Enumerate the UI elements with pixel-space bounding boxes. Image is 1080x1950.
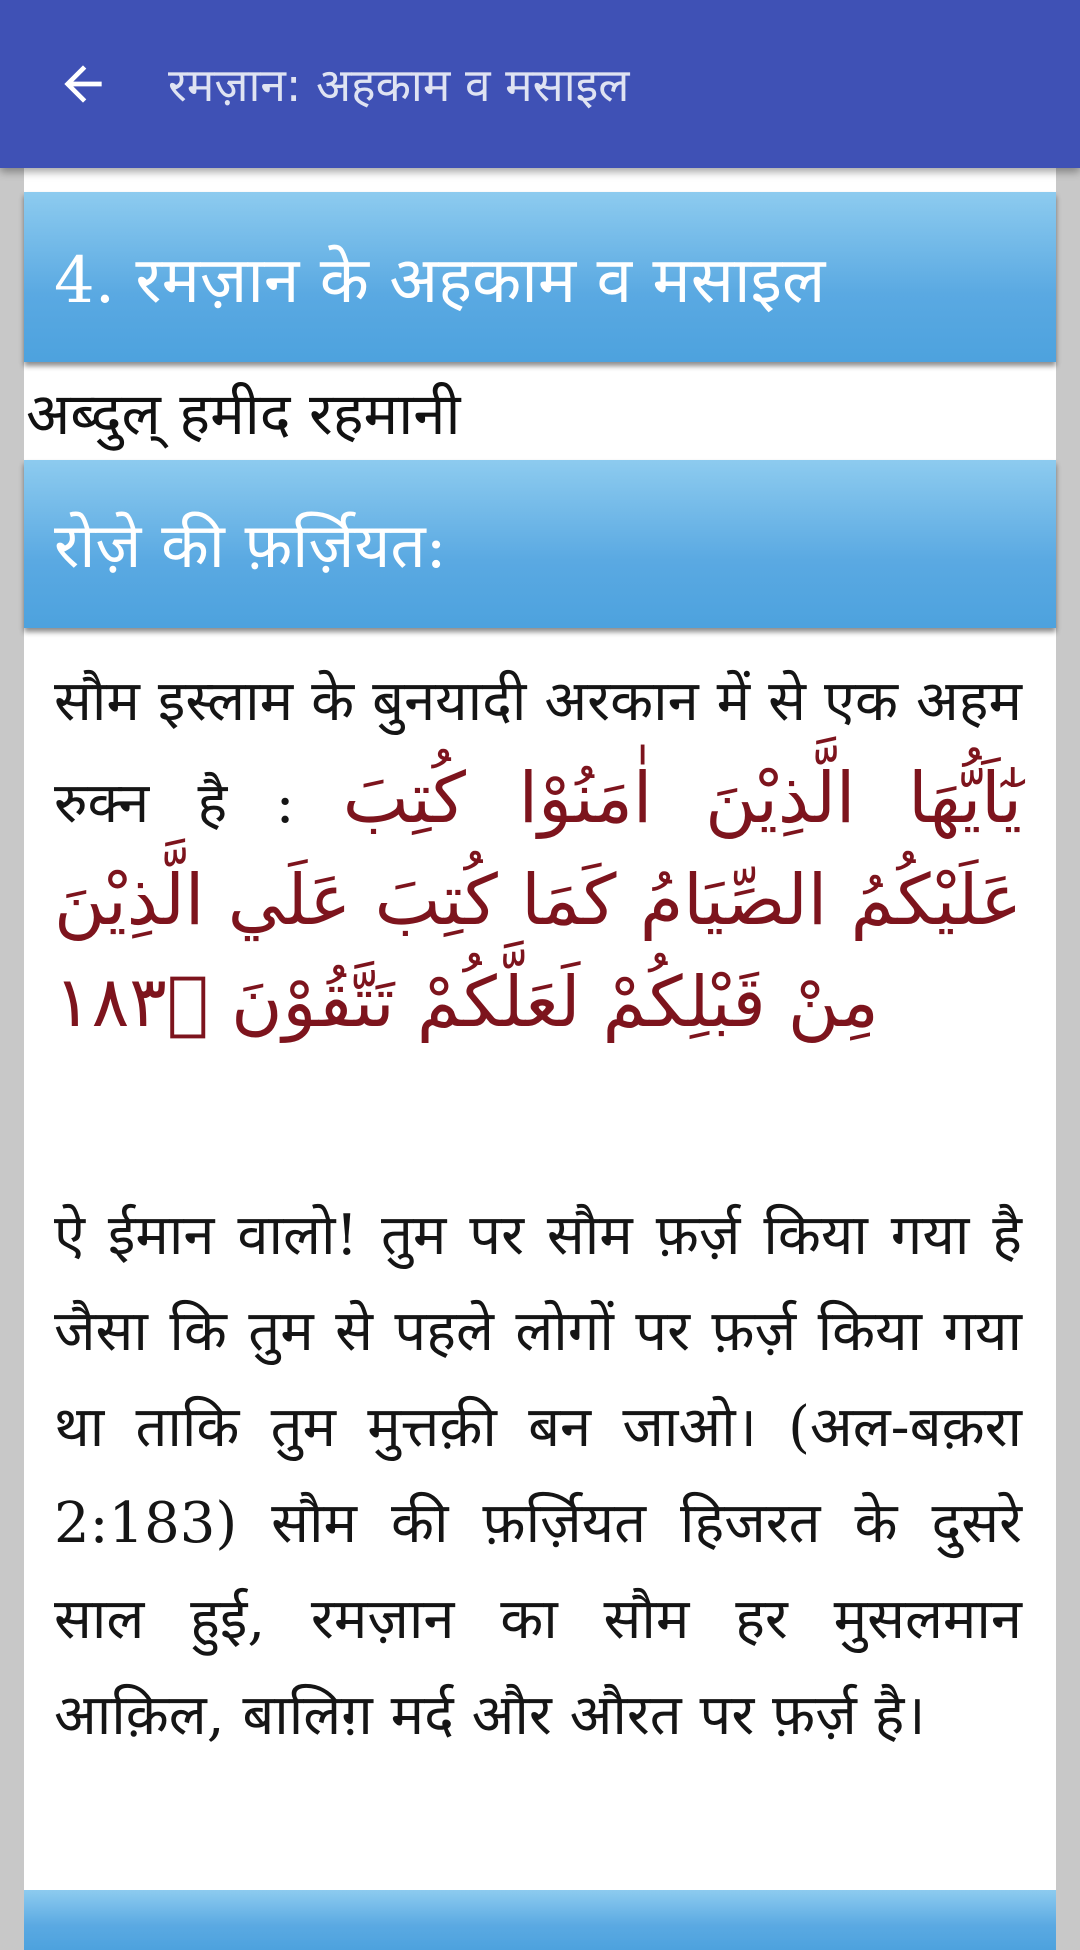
translation-paragraph: ऐ ईमान वालो! तुम पर सौम फ़र्ज़ किया गया है जैसा कि तुम से पहले लोगों पर फ़र्ज़ किया गया था ताकि तुम मुत्तक़ी बन जाओ। (अल-बक़रा 2:183) सौम की फ़र्ज़ियत हिजरत के दुसरे साल हुई, रमज़ान का सौम हर मुसलमान आक़िल, बालिग़ मर्द और औरत पर फ़र्ज़ है।: [54, 1203, 1022, 1748]
back-button[interactable]: [40, 44, 126, 124]
section-header: [24, 460, 1056, 628]
chapter-header: [24, 192, 1056, 362]
content-area: [24, 168, 1056, 1920]
app-bar: [0, 0, 1080, 168]
arrow-back-icon: [55, 56, 111, 112]
next-section-header: [24, 1890, 1056, 1950]
intro-text: सौम इस्लाम के बुनयादी अरकान में से एक अहम रुक्न है :: [54, 669, 1022, 836]
app-title: रमज़ान: अहकाम व मसाइल: [168, 58, 630, 112]
quran-verse: يٰٓاَيُّهَا الَّذِيْنَ اٰمَنُوْا كُتِبَ عَلَيْكُمُ الصِّيَامُ كَمَا كُتِبَ عَلَي الَّذِيْنَ مِنْ قَبْلِكُمْ لَعَلَّكُمْ تَتَّقُوْنَ ١٨٣ۙ: [54, 757, 1022, 1043]
section-heading: रोज़े की फ़र्ज़ियत:: [54, 509, 447, 582]
author-name: अब्दुल् हमीद रहमानी: [26, 380, 461, 448]
chapter-title: 4. रमज़ान के अहकाम व मसाइल: [54, 243, 826, 318]
intro-paragraph: [54, 654, 1022, 1056]
